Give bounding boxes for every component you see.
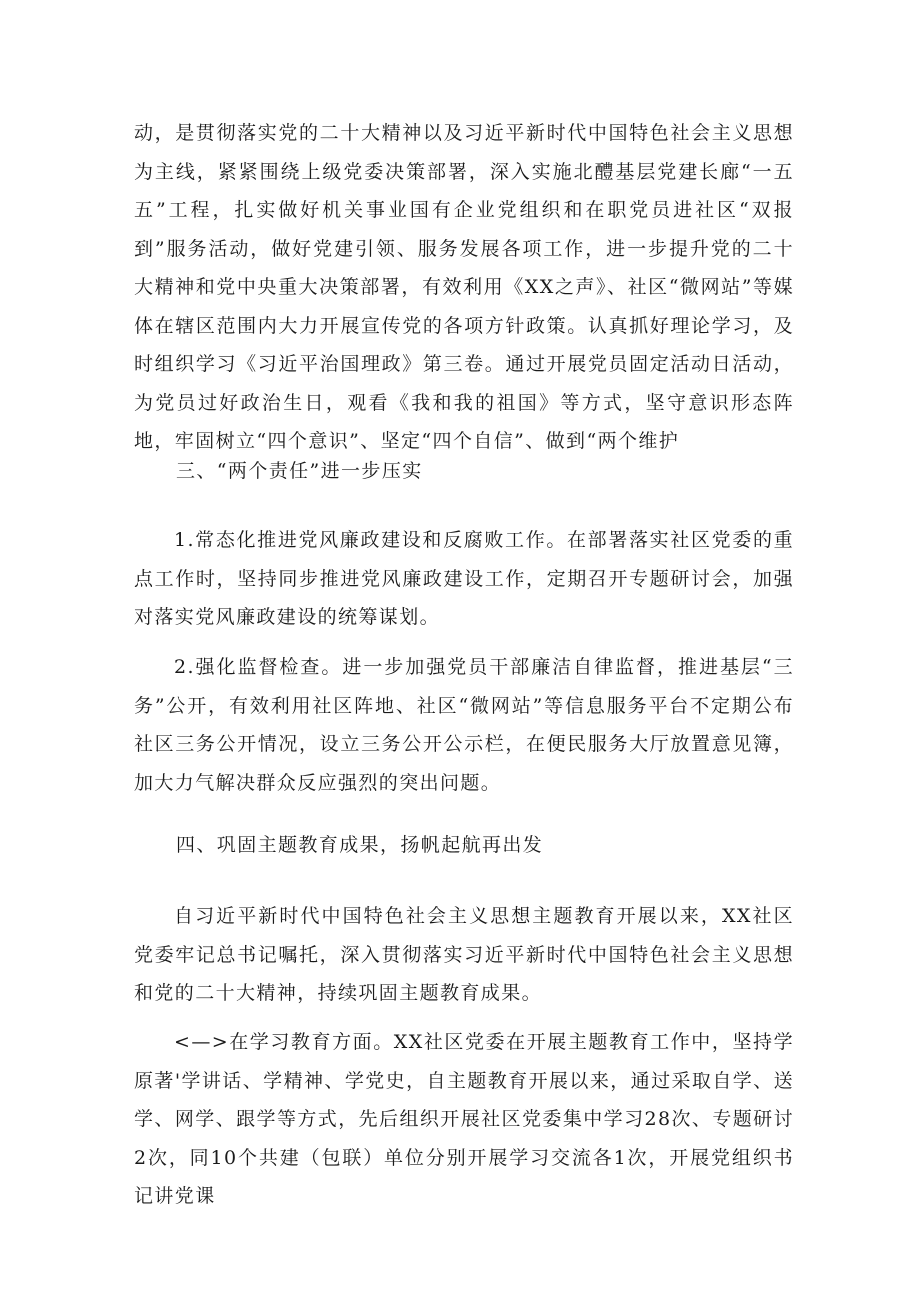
paragraph-party-building-work: 动，是贯彻落实党的二十大精神以及习近平新时代中国特色社会主义思想为主线，紧紧围绕上级党委决策部署，深入实施北醴基层党建长廊“一五五”工程，扎实做好机关事业国有企业党组织和在职党员进社区“双报到”服务活动，做好党建引领、服务发展各项工作，进一步提升党的二十大精神和党中央重大决策部署，有效利用《XX之声》、社区“微网站”等媒体在辖区范围内大力开展宣传党的各项方针政策。认真抓好理论学习，及时组织学习《习近平治国理政》第三卷。通过开展党员固定活动日活动，为党员过好政治生日，观看《我和我的祖国》等方式，坚守意识形态阵地，牢固树立“四个意识”、坚定“四个自信”、做到“两个维护	[134, 122, 794, 452]
paragraph-study-education: <—>在学习教育方面。XX社区党委在开展主题教育工作中，坚持学原著'学讲话、学精神、学党史，自主题教育开展以来，通过采取自学、送学、网学、跟学等方式，先后组织开展社区党委集中学习28次、专题研讨2次，同10个共建（包联）单位分别开展学习交流各1次，开展党组织书记讲党课	[134, 1031, 794, 1207]
paragraph-theme-education-overview: 自习近平新时代中国特色社会主义思想主题教育开展以来，XX社区党委牢记总书记嘱托，深入贯彻落实习近平新时代中国特色社会主义思想和党的二十大精神，持续巩固主题教育成果。	[134, 905, 794, 1004]
paragraph-anti-corruption-work: 1.常态化推进党风廉政建设和反腐败工作。在部署落实社区党委的重点工作时，坚持同步推进党风廉政建设工作，定期召开专题研讨会，加强对落实党风廉政建设的统筹谋划。	[134, 529, 794, 628]
paragraph-supervision-inspection: 2.强化监督检查。进一步加强党员干部廉洁自律监督，推进基层“三务”公开，有效利用社区阵地、社区“微网站”等信息服务平台不定期公布社区三务公开情况，设立三务公开公示栏，在便民服务大厅放置意见簿，加大力气解决群众反应强烈的突出问题。	[134, 656, 794, 794]
section-heading-two-responsibilities: 三、“两个责任”进一步压实	[176, 460, 423, 482]
section-heading-consolidate-education: 四、巩固主题教育成果，扬帆起航再出发	[176, 834, 544, 856]
